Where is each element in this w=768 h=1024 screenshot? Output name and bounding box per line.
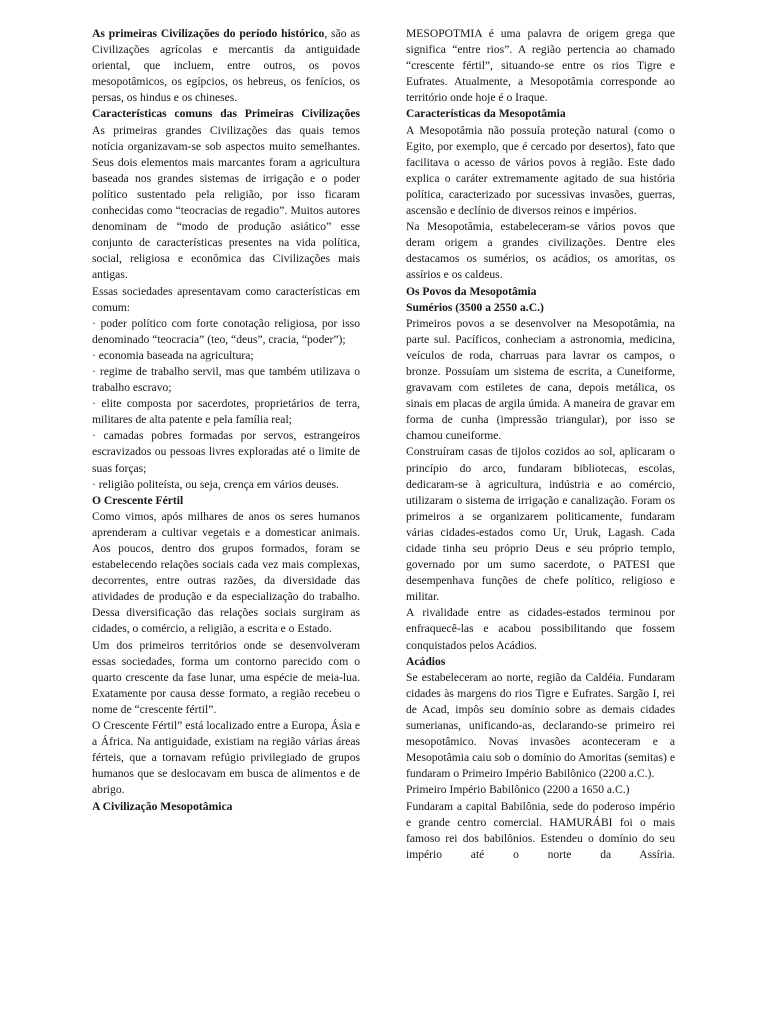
paragraph-primeiros-territorios: Um dos primeiros territórios onde se desenvolveram essas sociedades, forma um contorno parecido com o quarto crescente da fase lunar, uma espécie de meia-lua. Exatamente por causa desse formato, a região recebeu o nome de “crescente fértil”. (92, 638, 360, 716)
heading-crescente-fertil: O Crescente Fértil (92, 493, 184, 507)
heading-povos-mesopotamia: Os Povos da Mesopotâmia (406, 284, 537, 298)
paragraph-como-vimos: Como vimos, após milhares de anos os seres humanos aprenderam a cultivar vegetais e a domesticar animais. Aos poucos, dentro dos grupos formados, foram se estabelecendo relações sociais cada vez mais complexas, decorrentes, entre outras razões, da diversidade das atividades de produção e da especialização do trabalho. Dessa diversificação das relações sociais surgiram as cidades, o comércio, a religião, a escrita e o Estado. (92, 509, 360, 636)
heading-civilizacao-mesopotamica: A Civilização Mesopotâmica (92, 799, 233, 813)
paragraph-primeiro-imperio-titulo: Primeiro Império Babilônico (2200 a 1650 a.C.) (406, 783, 630, 797)
right-column (406, 26, 675, 863)
bullet-item: · economia baseada na agricultura; (92, 348, 254, 362)
intro-text: , são as Civilizações agrícolas e mercantis da antiguidade oriental, que incluem, entre outros, os povos mesopotâmicos, os egípcios, os hebreus, os fenícios, os persas, os hindus e os chineses. (92, 27, 360, 105)
paragraph-primeiras-civilizacoes: As primeiras grandes Civilizações das quais temos notícia organizavam-se sob aspectos muito semelhantes. Seus dois elementos mais marcantes foram a agricultura baseada nos grandes sistemas de irrigação e o poder político sustentado pela religião, por isso ficaram conhecidas como “teocracias de regadio”. Muitos autores denominam de “modo de produção asiático” esse conjunto de características presentes na vida política, social, religiosa e econômica das Civilizações mais antigas. (92, 123, 360, 282)
intro-paragraph (92, 26, 360, 106)
paragraph-sociedades: Essas sociedades apresentavam como características em comum: (92, 284, 360, 314)
paragraph-localizacao: O Crescente Fértil” está localizado entre a Europa, Ásia e a África. Na antiguidade, existiam na região várias áreas férteis, que a tornavam refúgio privilegiado de grupos humanos que se deslocavam em busca de alimentos e de abrigo. (92, 719, 360, 797)
bullet-item: · poder político com forte conotação religiosa, por isso denominado “teocracia” (teo, “deus”, cracia, “poder”); (92, 316, 360, 346)
paragraph-babilonia: Fundaram a capital Babilônia, sede do poderoso império e grande centro comercial. HAMURÁBI foi o mais famoso rei dos babilônios. Estendeu o domínio do seu império até o norte da Assíria. (406, 799, 675, 861)
heading-sumerios: Sumérios (3500 a 2550 a.C.) (406, 300, 544, 314)
bullet-item: · religião politeísta, ou seja, crença em vários deuses. (92, 477, 339, 491)
paragraph-protecao-natural: A Mesopotâmia não possuía proteção natural (como o Egito, por exemplo, que é cercado por desertos), fato que facilitava o acesso de vários povos à região. Este dado explica o caráter extremamente agitado de sua história política, caracterizado por sucessivas invasões, guerras, ascensão e declínio de diversos reinos e impérios. (406, 123, 675, 218)
paragraph-acadios: Se estabeleceram ao norte, região da Caldéia. Fundaram cidades às margens do rios Tigre e Eufrates. Sargão I, rei de Acad, impôs seu domínio sobre as demais cidades sumerianas, unificando-as, declarando-se primeiro rei mesopotâmico. Novas invasões aconteceram e a Mesopotâmia caiu sob o domínio do Amoritas (semitas) e fundaram o Primeiro Império Babilônico (2200 a.C.). (406, 670, 675, 781)
paragraph-rivalidade: A rivalidade entre as cidades-estados terminou por enfraquecê-las e acabou possibilitando que fossem conquistados pelos Acádios. (406, 606, 675, 652)
heading-caracteristicas-comuns: Características comuns das Primeiras Civilizações (92, 107, 360, 121)
bullet-item: · camadas pobres formadas por servos, estrangeiros escravizados ou pessoas livres exploradas até o limite de suas forças; (92, 429, 360, 475)
heading-caracteristicas-mesopotamia: Características da Mesopotâmia (406, 107, 566, 121)
left-column (92, 26, 360, 815)
paragraph-mesopotamia-origem: MESOPOTMIA é uma palavra de origem grega que significa “entre rios”. A região pertencia ao chamado “crescente fértil”, situando-se entre os rios Tigre e Eufrates. Atualmente, a Mesopotâmia corresponde ao território onde hoje é o Iraque. (406, 27, 675, 105)
paragraph-sumerios: Primeiros povos a se desenvolver na Mesopotâmia, na parte sul. Pacíficos, conheciam a astronomia, medicina, veículos de roda, charruas para lavrar os campos, o bronze. Possuíam um sistema de escrita, a Cuneiforme, gravavam com estiletes de cana, depois metálica, os sinais em placas de argila úmida. A maneira de gravar em forma de cunha (impressão triangular), por isso se chamou cuneiforme. (406, 316, 675, 443)
intro-heading: As primeiras Civilizações do período histórico (92, 27, 325, 40)
bullet-item: · elite composta por sacerdotes, proprietários de terra, militares de alta patente e pela família real; (92, 397, 360, 427)
heading-acadios: Acádios (406, 654, 446, 668)
paragraph-construcoes: Construíram casas de tijolos cozidos ao sol, aplicaram o princípio do arco, fundaram bibliotecas, escolas, dedicaram-se à agricultura, indústria e ao comércio, utilizaram o sistema de irrigação e canalização. Foram os primeiros a se organizarem politicamente, fundaram várias cidades-estados como Ur, Uruk, Lagash. Cada cidade tinha seu próprio Deus e seu próprio templo, governado por um sumo sacerdote, o PATESI que desempenhava funções de chefe político, religioso e militar. (406, 445, 675, 604)
paragraph-povos: Na Mesopotâmia, estabeleceram-se vários povos que deram origem a grandes civilizações. Dentre eles destacamos os sumérios, os acádios, os amoritas, os assírios e os caldeus. (406, 220, 675, 282)
bullet-item: · regime de trabalho servil, mas que também utilizava o trabalho escravo; (92, 364, 360, 395)
